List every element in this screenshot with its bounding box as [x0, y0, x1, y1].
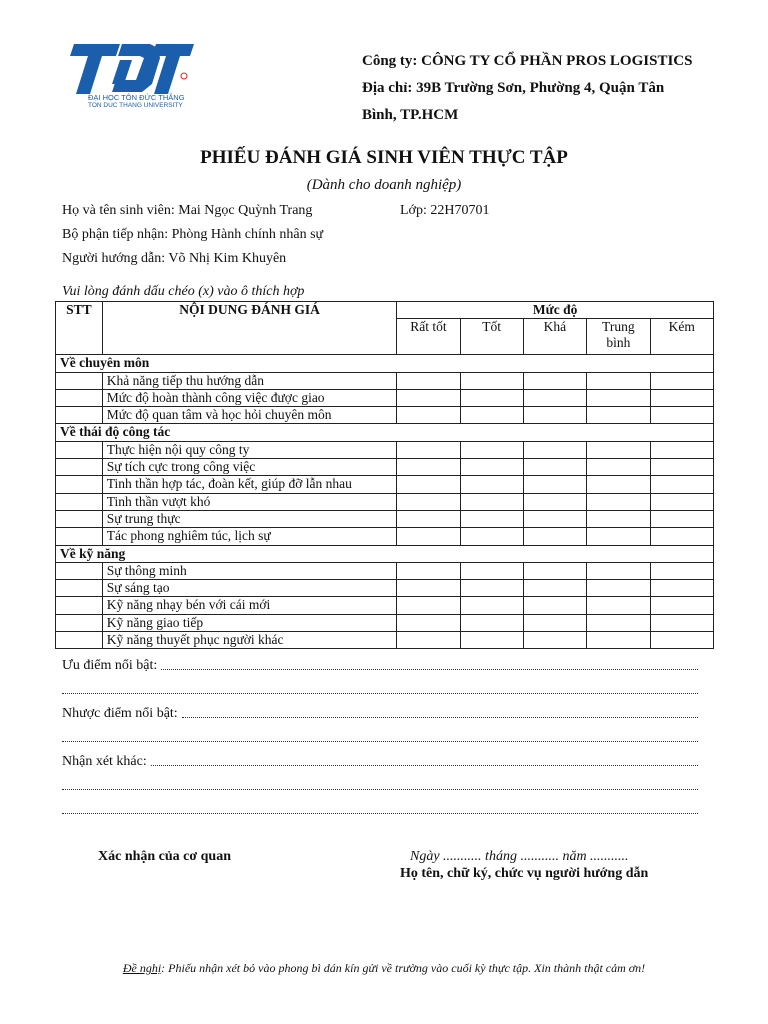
rating-cell[interactable]	[523, 493, 586, 510]
supervisor-name: Người hướng dẫn: Võ Nhị Kim Khuyên	[62, 251, 287, 266]
footer-note	[0, 961, 768, 976]
stt-cell	[56, 614, 103, 631]
rating-cell[interactable]	[650, 459, 713, 476]
table-row	[56, 632, 714, 649]
rating-cell[interactable]	[650, 597, 713, 614]
rating-cell[interactable]	[587, 562, 651, 579]
rating-cell[interactable]	[397, 407, 460, 424]
rating-cell[interactable]	[397, 372, 460, 389]
level-average: Trung bình	[587, 319, 651, 355]
rating-cell[interactable]	[523, 476, 586, 493]
student-class: Lớp: 22H70701	[400, 203, 490, 218]
stt-cell	[56, 510, 103, 527]
rating-cell[interactable]	[397, 493, 460, 510]
stt-cell	[56, 372, 103, 389]
rating-cell[interactable]	[650, 441, 713, 458]
rating-cell[interactable]	[460, 562, 523, 579]
other-comments-line-3[interactable]	[62, 794, 698, 818]
header-stt: STT	[56, 302, 103, 355]
rating-cell[interactable]	[587, 441, 651, 458]
rating-cell[interactable]	[587, 614, 651, 631]
criterion-label: Kỹ năng giao tiếp	[102, 614, 397, 631]
criterion-label: Tinh thần vượt khó	[102, 493, 397, 510]
rating-cell[interactable]	[460, 493, 523, 510]
rating-cell[interactable]	[650, 580, 713, 597]
table-row	[56, 476, 714, 493]
table-row	[56, 407, 714, 424]
rating-cell[interactable]	[523, 580, 586, 597]
rating-cell[interactable]	[397, 389, 460, 406]
criterion-label: Kỹ năng nhạy bén với cái mới	[102, 597, 397, 614]
organization-confirmation: Xác nhận của cơ quan	[98, 849, 232, 864]
rating-cell[interactable]	[460, 510, 523, 527]
date-line: Ngày ........... tháng ........... năm ...........	[410, 849, 629, 864]
rating-cell[interactable]	[523, 441, 586, 458]
rating-cell[interactable]	[650, 510, 713, 527]
university-name-en: TON DUC THANG UNIVERSITY	[88, 102, 183, 109]
weaknesses-line-2[interactable]	[62, 722, 698, 746]
rating-cell[interactable]	[650, 407, 713, 424]
company-info	[362, 48, 722, 129]
weaknesses-line[interactable]	[62, 698, 698, 722]
rating-cell[interactable]	[460, 614, 523, 631]
rating-cell[interactable]	[397, 528, 460, 545]
criterion-label: Sự sáng tạo	[102, 580, 397, 597]
company-address-line2: Bình, TP.HCM	[362, 107, 459, 123]
rating-cell[interactable]	[460, 407, 523, 424]
rating-cell[interactable]	[460, 389, 523, 406]
rating-cell[interactable]	[587, 580, 651, 597]
rating-cell[interactable]	[650, 632, 713, 649]
rating-cell[interactable]	[460, 597, 523, 614]
section-row	[56, 355, 714, 372]
rating-cell[interactable]	[397, 562, 460, 579]
evaluation-table-body	[56, 355, 714, 649]
rating-cell[interactable]	[460, 580, 523, 597]
rating-cell[interactable]	[587, 476, 651, 493]
rating-cell[interactable]	[460, 632, 523, 649]
comments-section	[62, 650, 698, 818]
strengths-line[interactable]	[62, 650, 698, 674]
criterion-label: Tinh thần hợp tác, đoàn kết, giúp đỡ lẫn nhau	[102, 476, 397, 493]
rating-cell[interactable]	[523, 632, 586, 649]
rating-cell[interactable]	[650, 614, 713, 631]
stt-cell	[56, 389, 103, 406]
rating-cell[interactable]	[650, 493, 713, 510]
rating-cell[interactable]	[587, 372, 651, 389]
other-comments-label: Nhận xét khác:	[62, 754, 147, 769]
section-row	[56, 424, 714, 441]
rating-cell[interactable]	[523, 372, 586, 389]
rating-cell[interactable]	[460, 459, 523, 476]
section-title: Về chuyên môn	[56, 355, 714, 372]
university-logo	[60, 36, 200, 116]
level-very-good: Rất tốt	[397, 319, 460, 355]
rating-cell[interactable]	[650, 528, 713, 545]
section-title: Về thái độ công tác	[56, 424, 714, 441]
note-label: Đề nghị	[122, 961, 162, 975]
table-row	[56, 510, 714, 527]
stt-cell	[56, 493, 103, 510]
table-row	[56, 389, 714, 406]
table-row	[56, 441, 714, 458]
rating-cell[interactable]	[460, 528, 523, 545]
rating-cell[interactable]	[397, 510, 460, 527]
rating-cell[interactable]	[460, 372, 523, 389]
rating-cell[interactable]	[397, 441, 460, 458]
rating-cell[interactable]	[460, 441, 523, 458]
section-row	[56, 545, 714, 562]
stt-cell	[56, 407, 103, 424]
stt-cell	[56, 597, 103, 614]
table-row	[56, 372, 714, 389]
header-level: Mức độ	[397, 302, 714, 319]
criterion-label: Sự trung thực	[102, 510, 397, 527]
section-title: Về kỹ năng	[56, 545, 714, 562]
note-text: : Phiếu nhận xét bỏ vào phong bì dán kín gửi về trường vào cuối kỳ thực tập. Xin thành thật cảm ơn!	[161, 961, 646, 975]
rating-cell[interactable]	[523, 389, 586, 406]
stt-cell	[56, 580, 103, 597]
stt-cell	[56, 562, 103, 579]
rating-cell[interactable]	[587, 389, 651, 406]
strengths-label: Ưu điểm nổi bật:	[62, 658, 158, 673]
rating-cell[interactable]	[523, 459, 586, 476]
header-content: NỘI DUNG ĐÁNH GIÁ	[102, 302, 397, 355]
rating-cell[interactable]	[587, 510, 651, 527]
table-row	[56, 597, 714, 614]
table-row	[56, 493, 714, 510]
table-row	[56, 614, 714, 631]
rating-cell[interactable]	[587, 459, 651, 476]
rating-cell[interactable]	[650, 372, 713, 389]
table-row	[56, 562, 714, 579]
stt-cell	[56, 528, 103, 545]
rating-cell[interactable]	[397, 597, 460, 614]
rating-cell[interactable]	[460, 476, 523, 493]
other-comments-line[interactable]	[62, 746, 698, 770]
rating-cell[interactable]	[397, 476, 460, 493]
receiving-department: Bộ phận tiếp nhận: Phòng Hành chính nhân sự	[62, 227, 324, 242]
stt-cell	[56, 459, 103, 476]
rating-cell[interactable]	[523, 614, 586, 631]
stt-cell	[56, 632, 103, 649]
form-subtitle: (Dành cho doanh nghiệp)	[306, 177, 462, 193]
form-title: PHIẾU ĐÁNH GIÁ SINH VIÊN THỰC TẬP	[200, 147, 568, 168]
rating-cell[interactable]	[397, 632, 460, 649]
weaknesses-label: Nhược điểm nổi bật:	[62, 706, 178, 721]
level-poor: Kém	[650, 319, 713, 355]
rating-cell[interactable]	[523, 510, 586, 527]
rating-cell[interactable]	[587, 493, 651, 510]
evaluation-table	[55, 301, 714, 649]
stt-cell	[56, 441, 103, 458]
strengths-line-2[interactable]	[62, 674, 698, 698]
rating-cell[interactable]	[397, 580, 460, 597]
rating-cell[interactable]	[397, 459, 460, 476]
rating-cell[interactable]	[523, 562, 586, 579]
company-address-line1: Địa chỉ: 39B Trường Sơn, Phường 4, Quận Tân	[362, 80, 665, 96]
student-name: Họ và tên sinh viên: Mai Ngọc Quỳnh Trang	[62, 203, 313, 218]
criterion-label: Khả năng tiếp thu hướng dẫn	[102, 372, 397, 389]
criterion-label: Kỹ năng thuyết phục người khác	[102, 632, 397, 649]
rating-cell[interactable]	[523, 597, 586, 614]
criterion-label: Mức độ hoàn thành công việc được giao	[102, 389, 397, 406]
criterion-label: Mức độ quan tâm và học hỏi chuyên môn	[102, 407, 397, 424]
rating-cell[interactable]	[523, 407, 586, 424]
rating-cell[interactable]	[650, 389, 713, 406]
rating-cell[interactable]	[587, 597, 651, 614]
criterion-label: Tác phong nghiêm túc, lịch sự	[102, 528, 397, 545]
stt-cell	[56, 476, 103, 493]
rating-cell[interactable]	[397, 614, 460, 631]
rating-cell[interactable]	[650, 476, 713, 493]
university-name-vi: ĐẠI HỌC TÔN ĐỨC THẮNG	[88, 93, 185, 102]
table-row	[56, 580, 714, 597]
criterion-label: Sự thông minh	[102, 562, 397, 579]
criterion-label: Sự tích cực trong công việc	[102, 459, 397, 476]
criterion-label: Thực hiện nội quy công ty	[102, 441, 397, 458]
rating-cell[interactable]	[650, 562, 713, 579]
rating-cell[interactable]	[587, 632, 651, 649]
table-row	[56, 459, 714, 476]
rating-cell[interactable]	[587, 407, 651, 424]
level-fair: Khá	[523, 319, 586, 355]
supervisor-signature-label: Họ tên, chữ ký, chức vụ người hướng dẫn	[400, 866, 649, 881]
other-comments-line-2[interactable]	[62, 770, 698, 794]
rating-cell[interactable]	[587, 528, 651, 545]
instruction-text: Vui lòng đánh dấu chéo (x) vào ô thích hợp	[62, 284, 305, 299]
level-good: Tốt	[460, 319, 523, 355]
rating-cell[interactable]	[523, 528, 586, 545]
table-row	[56, 528, 714, 545]
company-name: Công ty: CÔNG TY CỔ PHẦN PROS LOGISTICS	[362, 53, 693, 69]
